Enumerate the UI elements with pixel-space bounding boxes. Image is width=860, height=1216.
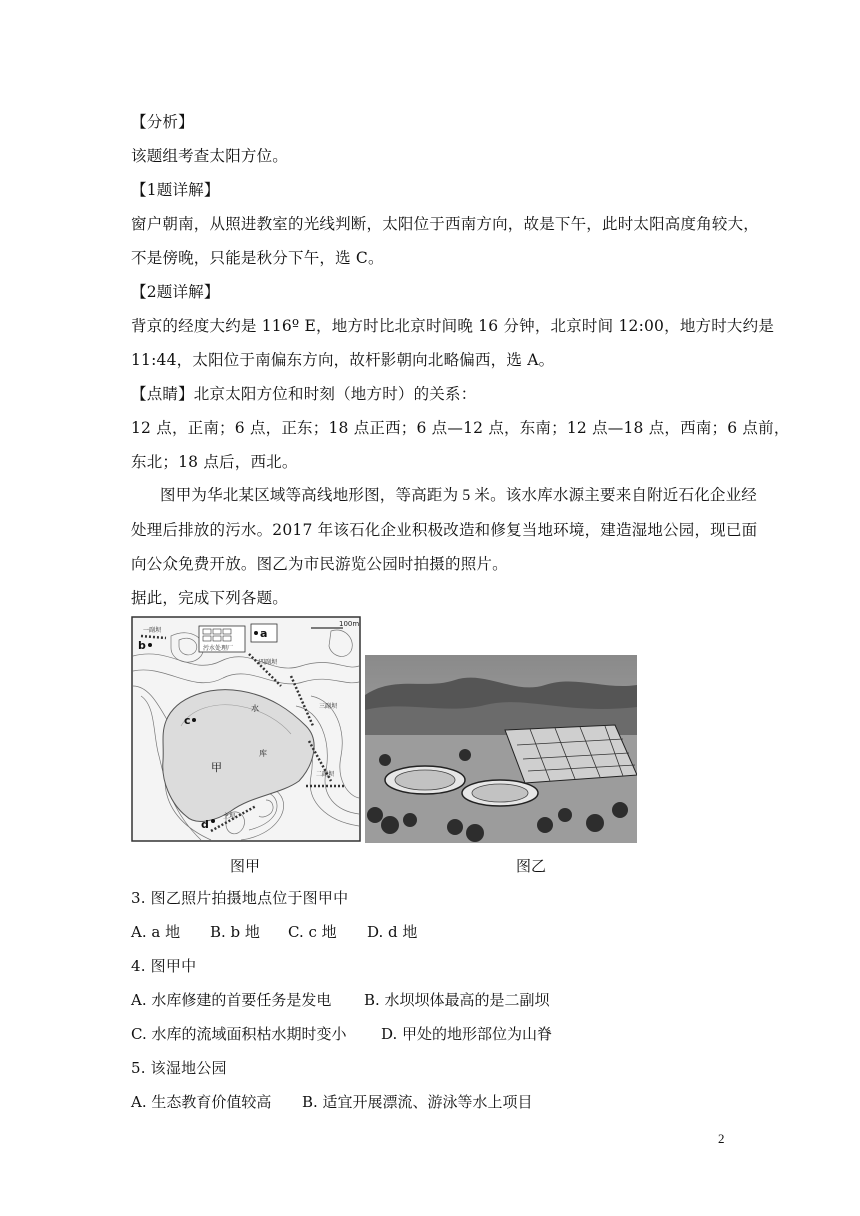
page-number: 2 <box>718 1131 725 1146</box>
passage-line4: 据此，完成下列各题。 <box>131 589 289 607</box>
figure-b-caption: 图乙 <box>516 857 547 875</box>
question3-option-a: A. a 地 <box>131 923 181 941</box>
dam3-label: 三副坝 <box>319 703 338 710</box>
passage-line2: 处理后排放的污水。2017 年该石化企业积极改造和修复当地环境，建造湿地公园，现已面 <box>131 521 758 539</box>
question5-stem: 5. 该湿地公园 <box>131 1059 227 1077</box>
question4-option-c: C. 水库的流域面积枯水期时变小 <box>131 1025 347 1043</box>
q2-line1: 背京的经度大约是 116º E，地方时比北京时间晚 16 分钟，北京时间 12:00，地方时大约是 <box>131 317 775 335</box>
question5-option-b: B. 适宜开展漂流、游泳等水上项目 <box>302 1093 533 1111</box>
map-label-b: b <box>138 639 146 652</box>
dam4-label: 四副坝 <box>259 659 278 666</box>
sewage-plant-label: 污水处理厂 <box>203 645 234 652</box>
dam2-label: 二副坝 <box>316 771 335 778</box>
question5-option-a: A. 生态教育价值较高 <box>131 1093 272 1111</box>
question3-option-b: B. b 地 <box>210 923 260 941</box>
park-photo-figure <box>365 655 637 843</box>
question4-option-b: B. 水坝坝体最高的是二副坝 <box>364 991 550 1009</box>
question3-option-c: C. c 地 <box>288 923 337 941</box>
tip-line2: 东北；18 点后，西北。 <box>131 453 298 471</box>
q2-line2: 11:44，太阳位于南偏东方向，故杆影朝向北略偏西，选 A。 <box>131 351 555 369</box>
jia-label: 甲 <box>211 761 222 774</box>
passage-line3: 向公众免费开放。图乙为市民游览公园时拍摄的照片。 <box>131 555 508 573</box>
reservoir-label-2: 库 <box>259 749 267 758</box>
reservoir-label-1: 水 <box>251 704 259 713</box>
question3-stem: 3. 图乙照片拍摄地点位于图甲中 <box>131 889 349 907</box>
question4-stem: 4. 图甲中 <box>131 957 197 975</box>
map-label-a: a <box>260 627 268 640</box>
contour-map-figure <box>131 616 361 842</box>
analysis-text: 该题组考查太阳方位。 <box>131 147 289 165</box>
tip-heading: 【点睛】北京太阳方位和时刻（地方时）的关系： <box>131 385 477 403</box>
question4-option-a: A. 水库修建的首要任务是发电 <box>131 991 332 1009</box>
main-dam-label: 主坝 <box>223 813 236 820</box>
passage-line1: 图甲为华北某区域等高线地形图，等高距为 5 米。该水库水源主要来自附近石化企业经 <box>160 487 758 504</box>
park-photo <box>365 655 637 843</box>
scale-label: 100m <box>339 620 360 628</box>
tip-line1: 12 点，正南；6 点，正东；18 点正西；6 点—12 点，东南；12 点—18 点，西南；6 点前， <box>131 419 790 437</box>
question4-option-d: D. 甲处的地形部位为山脊 <box>381 1025 553 1043</box>
q1-heading: 【1题详解】 <box>131 181 220 199</box>
figure-a-caption: 图甲 <box>230 857 261 875</box>
question3-option-d: D. d 地 <box>367 923 418 941</box>
q2-heading: 【2题详解】 <box>131 283 220 301</box>
dam1-label: 一副坝 <box>143 627 162 634</box>
contour-map <box>131 616 361 842</box>
map-label-c: c <box>184 714 191 727</box>
analysis-heading: 【分析】 <box>131 113 194 131</box>
map-label-d: d <box>201 818 209 831</box>
q1-line2: 不是傍晚，只能是秋分下午，选 C。 <box>131 249 384 267</box>
q1-line1: 窗户朝南，从照进教室的光线判断，太阳位于西南方向，故是下午，此时太阳高度角较大， <box>131 215 760 233</box>
